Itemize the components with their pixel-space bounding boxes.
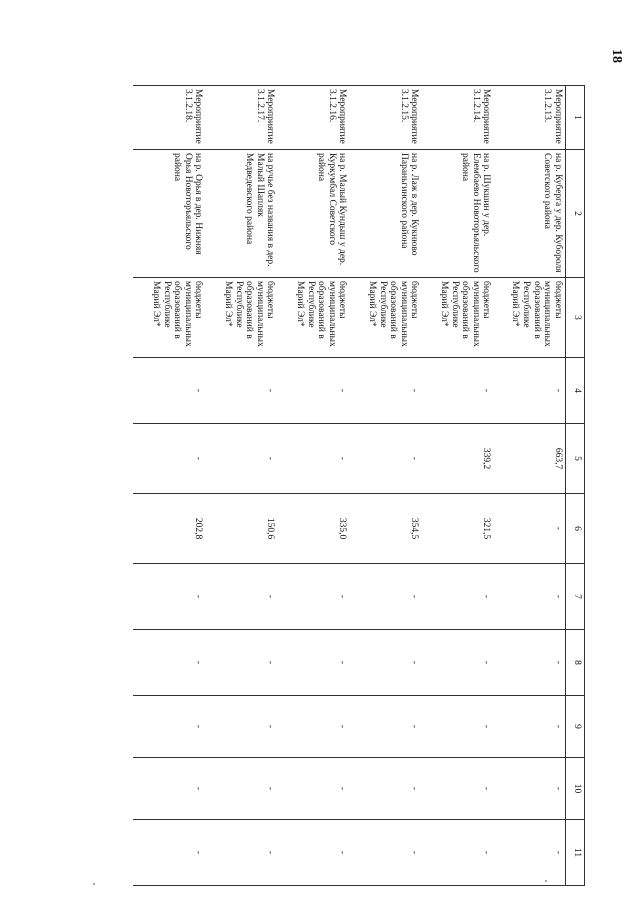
cell-value: - — [206, 564, 278, 630]
cell-value: - — [278, 630, 350, 696]
column-header: 10 — [566, 758, 585, 820]
cell-value: - — [350, 424, 422, 494]
measure-id: Мероприятие 3.1.2.15. — [350, 86, 422, 150]
table-row — [494, 86, 566, 886]
funding-source: бюджеты муниципальных образований в Республике Марий Эл* — [278, 278, 350, 358]
table-header-row — [566, 86, 585, 886]
funding-source: бюджеты муниципальных образований в Республике Марий Эл* — [350, 278, 422, 358]
cell-value: - — [422, 358, 494, 424]
cell-value: - — [494, 564, 566, 630]
cell-value: - — [278, 758, 350, 820]
measures-table — [134, 85, 586, 886]
cell-value: - — [206, 696, 278, 758]
scan-speck — [545, 880, 547, 882]
cell-value: 321,5 — [422, 494, 494, 564]
cell-value: - — [278, 564, 350, 630]
cell-value: - — [350, 758, 422, 820]
cell-value: - — [206, 358, 278, 424]
cell-value: - — [422, 758, 494, 820]
cell-value: - — [278, 424, 350, 494]
cell-value: - — [278, 820, 350, 886]
cell-value: - — [350, 358, 422, 424]
funding-source: бюджеты муниципальных образований в Республике Марий Эл* — [494, 278, 566, 358]
column-header: 7 — [566, 564, 585, 630]
cell-value: - — [206, 630, 278, 696]
cell-value: - — [494, 358, 566, 424]
measure-location: на ручье без названия в дер. Малый Шапляк Медведевского района — [206, 150, 278, 278]
cell-value: - — [206, 820, 278, 886]
cell-value: - — [494, 630, 566, 696]
column-header: 8 — [566, 630, 585, 696]
cell-value: - — [134, 820, 206, 886]
column-header: 4 — [566, 358, 585, 424]
cell-value: 335,0 — [278, 494, 350, 564]
column-header: 2 — [566, 150, 585, 278]
cell-value: - — [422, 696, 494, 758]
measure-id: Мероприятие 3.1.2.13. — [494, 86, 566, 150]
cell-value: 202,8 — [134, 494, 206, 564]
table-rotator — [95, 85, 585, 885]
cell-value: - — [134, 758, 206, 820]
column-header: 5 — [566, 424, 585, 494]
cell-value: 663,7 — [494, 424, 566, 494]
cell-value: - — [422, 564, 494, 630]
cell-value: - — [350, 696, 422, 758]
column-header: 3 — [566, 278, 585, 358]
cell-value: - — [134, 630, 206, 696]
cell-value: - — [278, 358, 350, 424]
scan-speck — [93, 883, 95, 885]
cell-value: - — [422, 630, 494, 696]
column-header: 1 — [566, 86, 585, 150]
table-row — [422, 86, 494, 886]
funding-source: бюджеты муниципальных образований в Республике Марий Эл* — [134, 278, 206, 358]
column-header: 9 — [566, 696, 585, 758]
cell-value: - — [278, 696, 350, 758]
measure-location: на р. Малый Кундыш у дер. Куркумбал Советского района — [278, 150, 350, 278]
page-number: 18 — [609, 49, 624, 63]
cell-value: - — [134, 696, 206, 758]
cell-value: - — [350, 564, 422, 630]
cell-value: - — [494, 494, 566, 564]
measure-id: Мероприятие 3.1.2.14. — [422, 86, 494, 150]
cell-value: 339,2 — [422, 424, 494, 494]
column-header: 6 — [566, 494, 585, 564]
funding-source: бюджеты муниципальных образований в Республике Марий Эл* — [206, 278, 278, 358]
table-row — [278, 86, 350, 886]
cell-value: - — [350, 820, 422, 886]
column-header: 11 — [566, 820, 585, 886]
measure-id: Мероприятие 3.1.2.18. — [134, 86, 206, 150]
cell-value: - — [134, 358, 206, 424]
cell-value: - — [494, 696, 566, 758]
cell-value: - — [350, 630, 422, 696]
cell-value: - — [494, 758, 566, 820]
cell-value: - — [134, 564, 206, 630]
funding-source: бюджеты муниципальных образований в Республике Марий Эл* — [422, 278, 494, 358]
cell-value: 150,6 — [206, 494, 278, 564]
cell-value: - — [134, 424, 206, 494]
cell-value: - — [206, 424, 278, 494]
measure-id: Мероприятие 3.1.2.17. — [206, 86, 278, 150]
table-row — [134, 86, 206, 886]
measure-location: на р. Шукшин у дер. Елембаево Новоторъяльского района — [422, 150, 494, 278]
cell-value: - — [206, 758, 278, 820]
measure-id: Мероприятие 3.1.2.16. — [278, 86, 350, 150]
cell-value: 354,5 — [350, 494, 422, 564]
cell-value: - — [422, 820, 494, 886]
measure-location: на р. Орья в дер. Нижняя Орья Новоторъяльского района — [134, 150, 206, 278]
measure-location: на р. Лаж в дер. Кукнюво Параньгинского района — [350, 150, 422, 278]
measure-location: на р. Куберга у дер. Кубороля Советского района — [494, 150, 566, 278]
cell-value: - — [494, 820, 566, 886]
table-row — [206, 86, 278, 886]
table-container — [95, 85, 585, 885]
table-row — [350, 86, 422, 886]
